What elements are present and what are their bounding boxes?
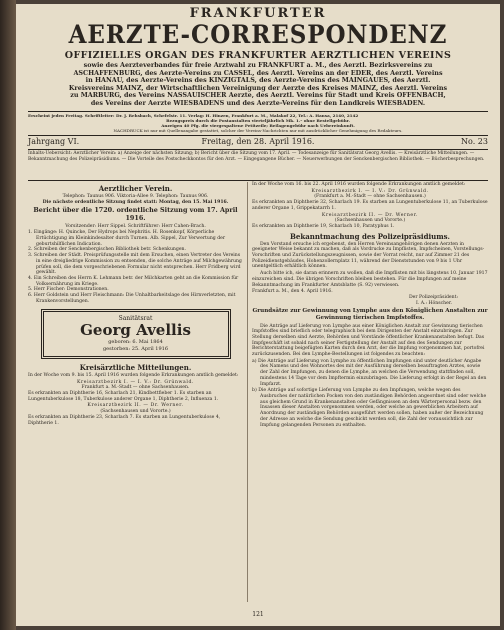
obituary-title: Sanitätsrat [118,315,153,323]
issue-volume: Jahrgang VI. [28,137,80,146]
page-number: 121 [252,611,264,618]
chairs-line: Vorsitzender: Herr Sippel. Schriftführer: Herr Cahen-Brach. [65,223,206,229]
subtitle-line: Kreisvereins MAINZ, der Wirtschaftlichen Vereinigung der Aerzte des Kreises MAINZ, des Aerztl. Vereins [68,83,448,92]
paragraph: Auch bitte ich, sie daran erinnern zu wollen, daß die Impflisten mit bis längstens 10. Januar 1917 einzureichen sind. Die übrigen Vorschriften bleiben bestehen. Für die Impfungen auf meine Bekanntmachung im Frankfurter Amtsblatte (S. 92) verwiesen. [252,271,488,288]
list-item: 5. Herr Fischer: Demonstrationen. [28,287,109,293]
section-heading: Grundsätze zur Gewinnung von Lymphe aus den Königlichen Anstalten zur Gewinnung tierischen Impfstoffes. [252,308,488,321]
signature-name: I. A.: Hönscher. [415,300,452,306]
newspaper-page [16,4,500,626]
paragraph: Die Anträge auf Lieferung von Lymphe aus einer Königlichen Anstalt zur Gewinnung tierischen Impfstoffes sind brieflich oder telegraphisch bei dem Dirigenten der Anstalt einzubringen. Zur Stellung derselben sind Aerzte, Behörden und Vorstände öffentlicher Krankenanstalten befugt. Das Impfgeschäft ist sobald nach seiner Fertigstellung der Anstalt auf den des Sendungen zur Berichterstattung beigefügten Karten durch den Arzt, der die Impfung vorgenommen hat, portofrei zurückzusenden. Bei den Lymphe-Bestellungen ist folgendes zu beachten: [252,323,485,358]
subtitle-line: des Vereins der Aerzte WIESBADENS und des Aerzte-Vereins für den Landkreis WIESBADEN. [90,98,426,107]
subtitle-line: in HANAU, des Aerzte-Vereins des KINZIGTALS, des Aerzte-Vereins des MAINGAUES, des Aerztl. [85,76,431,85]
book-spine [0,0,16,630]
paragraph: Den Vorstand ersuche ich ergebenst, den Herren Vereinsangehörigen denen Aerzten in geeigneter Weise bekannt zu machen, daß als Vordrucke zu Impflisten, Impfscheinen, Vorstellungs-Vorschriften und Zurückstellungszeugnissen, sowie der Vorrat reicht, nur auf Zimmer 21 des Polizeidienstgebäudes, Hohenzollernplatz 11, während der Dienststunden von 9 bis 1 Uhr unentgeltlich erhältlich können. [252,241,485,270]
masthead-line-3: OFFIZIELLES ORGAN DES FRANKFURTER AERZTLICHEN VEREINS [64,50,452,61]
pubinfo-line: Bezugspreis durch die Postanstalten vierteljährlich Mk. 1.– ohne Bestellgebühr. [166,117,350,123]
obituary-box [41,309,231,359]
divider [28,180,488,181]
obituary-name: Georg Avellis [80,321,191,340]
list-item: 6. Herr Goldstein und Herr Fleischmann: Die Unhaltbarkeitslage des Hirnverletzten, mit Krankenvorstellungen. [28,293,236,304]
obituary-born: geboren: 6. Mai 1864 [108,339,163,346]
list-item: 1. Eingänge: H. Quincke, Der Hydrops bei Nephritis. H. Rosenkopf, Körperliche Ertüchtigung im Kleinkindesalter durch Turnen. Alb. Sippel, Zur Verwertung der geburtshilflichen Indication. [28,230,226,247]
paragraph: Es erkrankten an Diphtherie 23, Scharlach 7. Es starben an Lungentuberkulose 4, Diphtherie 1. [28,414,221,426]
issue-number: No. 23 [461,137,488,146]
next-meeting: Die nächste ordentliche Sitzung findet statt: Montag, den 15. Mai 1916. [42,199,229,205]
section-heading: Bekanntmachung des Polizeipräsidiums. [290,231,450,241]
subtitle-line: zu MARBURG, des Vereins NASSAUISCHER Aerzte, des Aerztl. Vereins für Stadt und Kreis OFFENBACH, [70,91,446,100]
place-date: Frankfurt a. M., den 4. April 1916. [252,289,333,295]
district-title: Kreisarztbezirk II. — Dr. Werner. [87,403,184,409]
divider [28,149,488,150]
divider [28,111,488,112]
subtitle-line: sowie des Aerzteverbandes für freie Arztwahl zu FRANKFURT a. M., des Aerztl. Bezirksvereins zu [83,61,433,69]
subtitle-block [28,62,488,108]
list-item: a) Die Anträge auf Lieferung von Lymphe zu öffentlichen Impfungen sind unter deutlicher Angabe des Namens und des Wohnortes des mit der Ausführung derselben beauftragten Arztes, sowie der Zahl der Impfungen, zu denen die Lymphe, an welchen die Verwendung stattfinden soll, mindestens 14 Tage vor dem Impftermin einzubringen. Die Lieferung erfolgt in der Regel an den Impfarzt. [252,358,487,387]
left-column [28,182,243,427]
publication-info [28,114,488,134]
report-heading: Bericht über die 1720. ordentliche Sitzung vom 17. April 1916. [33,206,238,222]
list-item: 4. Ein Schreiben des Herrn K. Lehmann betr. der Milchkarten geht an die Kommission für Volksernährung im Kriege. [28,275,239,287]
signature-line: Der Polizeipräsident: [409,294,458,300]
list-item: b) Die Anträge auf sofortige Lieferung von Lymphe zu den Impfungen, welche wegen des Ausbruches der natürlichen Pocken von den zuständigen Behörden angeordnet sind oder welche aus gleichem Grund in Krankenanstalten oder Gefängnissen an dem Wärterpersonal bezw. den Insassen dieser Anstalten vorgenommen werden, oder welche an gewerblichen Arbeitern auf Anordnung der zuständigen Behörden ausgeführt werden sollen, haben außer der Bezeichnung der Adresse an welche die Sendung geschickt werden soll, die Zahl der voraussichtlich zur Impfung gelangenden Personen zu enthalten. [252,388,487,428]
district-title: Kreisarztbezirk II. — Dr. Werner. [321,212,419,218]
masthead-title: AERZTE-CORRESPONDENZ [68,20,448,49]
paragraph: Es erkrankten an Diphtherie 32, Scharlach 19. Es starben an Lungentuberkulose 11, an Tuberkulose anderer Organe 1, Grippekatarrh 1. [252,200,488,211]
section-heading: Kreisärztliche Mitteilungen. [79,362,192,372]
issue-line [28,136,488,148]
paragraph: Es erkrankten an Diphtherie 16, Scharlach 21, Kindbettfieber 1. Es starben an Lungentuberkulose 18, Tuberkulose anderer Organe 1, Diphtherie 2, Influenza 1. [28,391,219,402]
district-subtitle: (Sachsenhausen und Vororte.) [100,409,171,415]
pubinfo-line: Erscheint jeden Freitag. Schriftleiter: Dr. J. Rehsbach, Schefelstr. 11. Verlag: H. Hinzen, Frankfurt a. M., Malakof 22, Tel.: A. Hansa, 2140, 2142 [28,113,359,118]
pubinfo-line: Anzeigen 40 Pfg. die viergespaltene Petitzeile; Beilagengebühr nach Uebereinkunft. [161,122,355,128]
table-of-contents: Inhalts-Uebersicht: Aerztlicher Verein: a) Anzeige der nächsten Sitzung; b) Bericht über die Sitzung vom 17. April. — Todesanzeige für Sanitätsrat Georg Avellis. — Kreisärztliche Mitteilungen. — Bekanntmachung des Polizeipräsidiums. — Die Vorteile des Postscheckkontos für den Arzt. — Eingegangene Bücher. — Neuerwerbungen der Senckenbergischen Bibliothek. — Bücherbesprechungen. [28,151,485,162]
pubinfo-line: NACHDRUCK ist nur mit Quellenangabe gestattet, solcher der Vereins-Nachrichten nur mit ausdrücklicher Genehmigung des Redakteurs. [113,127,403,133]
district-title: Kreisarztbezirk I. — I. V.: Dr. Grünwald. [76,379,195,385]
list-item: 2. Schreiben der Senckenbergischen Bibliothek betr. Schenkungen. [28,247,186,253]
district-title: Kreisarztbezirk I. — I. V.: Dr. Grünwald. [311,188,429,194]
obituary-died: gestorben: 25. April 1916 [102,345,169,352]
paragraph: In der Woche vom 16. bis 22. April 1916 wurden folgende Erkrankungen amtlich gemeldet: [252,182,466,187]
column-rule [247,182,248,602]
district-subtitle: (Sachsenhausen und Vororte.) [334,218,406,224]
section-heading: Aerztlicher Verein. [98,184,173,193]
paragraph: In der Woche vom 9. bis 15. April 1916 wurden folgende Erkrankungen amtlich gemeldet: [28,372,239,378]
paragraph: Es erkrankten an Diphtherie 19, Scharlach 10, Paratyphus 1. [252,223,395,229]
right-column [252,182,488,429]
subtitle-line: ASCHAFFENBURG, des Aerzte-Vereins zu CASSEL, des Aerztl. Vereins an der EDER, des Aerztl. Vereins [73,68,443,77]
district-subtitle: Frankfurt a. M.-Stadt — ohne Sachsenhausen. [81,385,190,391]
telephone-line: Telephon: Taunus 906. Viktoria-Allee 9. Telephon: Taunus 906. [62,194,209,199]
issue-date: Freitag, den 28. April 1916. [201,137,315,146]
masthead-line-1: FRANKFURTER [189,6,327,21]
list-item: 3. Schreiben der Städt. Preisprüfungsstelle mit dem Ersuchen, einen Vertreter des Vereins in eine dreigliedrige Kommission zu entsenden, die solche Anträge auf Milchgewährung prüfen soll, die dem vorgeschriebenen Formular nicht entsprechen. Herr Fridberg wird gewählt. [28,253,242,276]
district-subtitle: (Frankfurt a. M.-Stadt — ohne Sachsenhausen.) [314,194,426,200]
